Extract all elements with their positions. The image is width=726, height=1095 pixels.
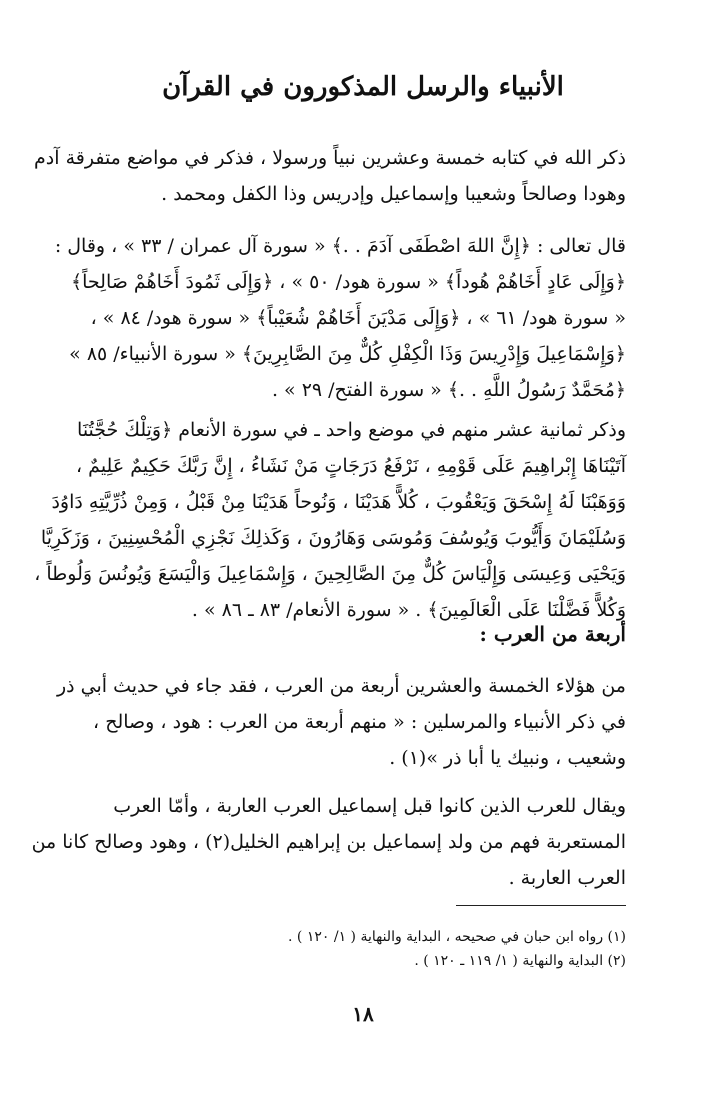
text-line: ويقال للعرب الذين كانوا قبل إسماعيل العرب العاربة ، وأمّا العرب: [113, 795, 626, 817]
text-line: في ذكر الأنبياء والمرسلين : « منهم أربعة من العرب : هود ، وصالح ،: [93, 711, 626, 733]
footnote-1: (١) رواه ابن حبان في صحيحه ، البداية والنهاية ( ١/ ١٢٠ ) .: [288, 929, 626, 945]
section-heading: أربعة من العرب :: [479, 622, 626, 646]
text-line: ﴿وَإِسْمَاعِيلَ وَإِدْرِيسَ وَذَا الْكِفْلِ كُلٌّ مِنَ الصَّابِرِينَ﴾ « سورة الأنبياء/ ٨٥ »: [69, 343, 626, 365]
text-line: من هؤلاء الخمسة والعشرين أربعة من العرب ، فقد جاء في حديث أبي ذر: [56, 675, 626, 697]
page-number: ١٨: [352, 1002, 374, 1026]
text-line: « سورة هود/ ٦١ » ، ﴿وَإِلَى مَدْيَنَ أَخَاهُمْ شُعَيْباً﴾ « سورة هود/ ٨٤ » ،: [90, 307, 626, 329]
text-line: ﴿مُحَمَّدٌ رَسُولُ اللَّهِ . .﴾ « سورة الفتح/ ٢٩ » .: [271, 379, 626, 401]
footnote-divider: [456, 905, 626, 906]
text-line: وذكر ثمانية عشر منهم في موضع واحد ـ في سورة الأنعام ﴿وَتِلْكَ حُجَّتُنَا: [77, 419, 626, 441]
text-line: وهودا وصالحاً وشعيبا وإسماعيل وإدريس وذا الكفل ومحمد .: [161, 183, 626, 205]
text-line: العرب العاربة .: [508, 867, 626, 889]
text-line: ﴿وَإِلَى عَادٍ أَخَاهُمْ هُوداً﴾ « سورة هود/ ٥٠ » ، ﴿وَإِلَى ثَمُودَ أَخَاهُمْ صَالِحاً﴾: [70, 271, 626, 293]
paragraph-arab-origins: [31, 788, 626, 896]
footnote-2: (٢) البداية والنهاية ( ١/ ١١٩ ـ ١٢٠ ) .: [414, 953, 626, 969]
text-line: المستعربة فهم من ولد إسماعيل بن إبراهيم الخليل(٢) ، وهود وصالح كانا من: [31, 831, 626, 853]
paragraph-intro: [34, 140, 626, 212]
text-line: قال تعالى : ﴿إِنَّ اللهَ اصْطَفَى آدَمَ . .﴾ « سورة آل عمران / ٣٣ » ، وقال :: [54, 235, 626, 257]
paragraph-anam: [34, 412, 626, 628]
text-line: وَكُلاًّ فَضَّلْنَا عَلَى الْعَالَمِينَ﴾ . « سورة الأنعام/ ٨٣ ـ ٨٦ » .: [191, 599, 626, 621]
text-line: وَوَهَبْنَا لَهُ إِسْحَقَ وَيَعْقُوبَ ، كُلاًّ هَدَيْنَا ، وَنُوحاً هَدَيْنَا مِنْ قَبْلُ ، وَمِنْ ذُرِّيَّتِهِ دَاوُدَ: [51, 491, 626, 513]
paragraph-quran-verses: [54, 228, 626, 408]
paragraph-four-arabs: [56, 668, 626, 776]
text-line: وَسُلَيْمَانَ وَأَيُّوبَ وَيُوسُفَ وَمُوسَى وَهَارُونَ ، وَكَذلِكَ نَجْزِي الْمُحْسِنِينَ ، وَزَكَرِيَّا: [40, 527, 626, 549]
text-line: وَيَحْيَى وَعِيسَى وَإِلْيَاسَ كُلٌّ مِنَ الصَّالِحِينَ ، وَإِسْمَاعِيلَ وَالْيَسَعَ وَيُونُسَ وَلُوطاً ،: [34, 563, 626, 585]
footnotes: [260, 925, 626, 973]
text-line: آتَيْنَاهَا إِبْراهِيمَ عَلَى قَوْمِهِ ، نَرْفَعُ دَرَجَاتٍ مَنْ نَشَاءُ ، إِنَّ رَبَّكَ حَكِيمٌ عَلِيمٌ ،: [76, 455, 626, 477]
text-line: ذكر الله في كتابه خمسة وعشرين نبياً ورسولا ، فذكر في مواضع متفرقة آدم: [34, 147, 626, 169]
chapter-title: الأنبياء والرسل المذكورون في القرآن: [162, 72, 564, 102]
text-line: وشعيب ، ونبيك يا أبا ذر »(١) .: [389, 747, 626, 769]
